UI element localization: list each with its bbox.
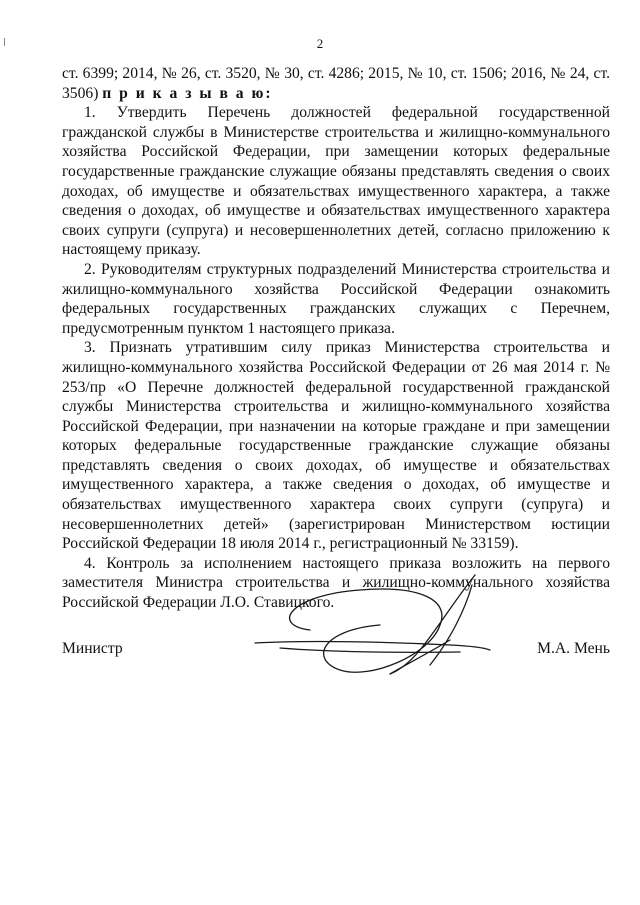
paragraph-4: 4. Контроль за исполнением настоящего приказа возложить на первого заместителя Министра строительства и жилищно-коммунального хозяйства Российской Федерации Л.О. Ставицкого. <box>62 554 610 612</box>
page-number: 2 <box>316 36 324 51</box>
paragraph-2: 2. Руководителям структурных подразделений Министерства строительства и жилищно-коммунального хозяйства Российской Федерации ознакомить федеральных государственных гражданских служащих с Перечнем, предусмотренным пунктом 1 настоящего приказа. <box>62 260 610 337</box>
handwritten-signature <box>250 570 500 700</box>
signer-name: М.А. Мень <box>537 640 610 657</box>
order-word: п р и к а з ы в а ю: <box>102 84 273 102</box>
document-body <box>62 64 610 613</box>
intro-paragraph <box>62 64 610 103</box>
paragraph-3: 3. Признать утратившим силу приказ Министерства строительства и жилищно-коммунального хозяйства Российской Федерации от 26 мая 2014 г. № 253/пр «О Перечне должностей федеральной государственной гражданской службы Министерства строительства и жилищно-коммунального хозяйства Российской Федерации, при назначении на которые граждане и при замещении которых федеральные государственные гражданские служащие обязаны представлять сведения о своих доходах, об имуществе и обязательствах имущественного характера, а также сведения о доходах, об имуществе и обязательствах имущественного характера своих супруги (супруга) и несовершеннолетних детей» (зарегистрирован Министерством юстиции Российской Федерации 18 июля 2014 г., регистрационный № 33159). <box>62 339 610 553</box>
intro-citation-text: ст. 6399; 2014, № 26, ст. 3520, № 30, ст. 4286; 2015, № 10, ст. 1506; 2016, № 24, ст. 3506) <box>62 65 610 102</box>
signer-title: Министр <box>62 640 123 657</box>
paragraph-1: 1. Утвердить Перечень должностей федеральной государственной гражданской службы в Министерстве строительства и жилищно-коммунального хозяйства Российской Федерации, при замещении которых федеральные государственные гражданские служащие обязаны представлять сведения о своих доходах, об имуществе и обязательствах имущественного характера, а также сведения о доходах, об имуществе и обязательствах имущественного характера своих супруги (супруга) и несовершеннолетних детей, согласно приложению к настоящему приказу. <box>62 104 610 259</box>
